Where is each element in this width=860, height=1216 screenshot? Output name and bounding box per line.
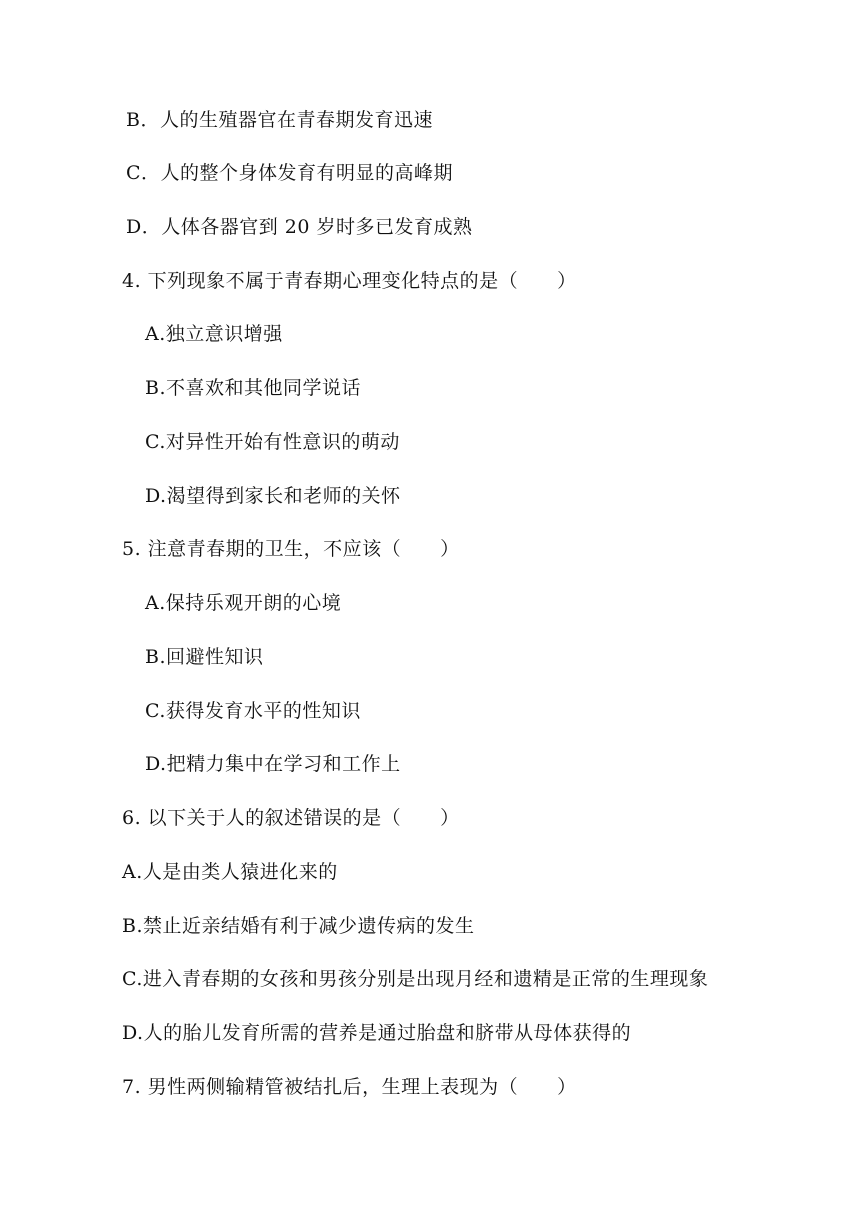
q6-option-d: D.人的胎儿发育所需的营养是通过胎盘和脐带从母体获得的 xyxy=(122,1022,632,1044)
question-6-stem: 6. 以下关于人的叙述错误的是（ ） xyxy=(122,807,460,829)
q4-option-d: D.渴望得到家长和老师的关怀 xyxy=(145,485,401,507)
q5-option-d: D.把精力集中在学习和工作上 xyxy=(145,753,401,775)
q3-option-b: B．人的生殖器官在青春期发育迅速 xyxy=(126,109,433,131)
q6-option-c: C.进入青春期的女孩和男孩分别是出现月经和遗精是正常的生理现象 xyxy=(122,968,709,990)
q5-option-a: A.保持乐观开朗的心境 xyxy=(145,592,342,614)
q4-option-b: B.不喜欢和其他同学说话 xyxy=(145,377,362,399)
q3-option-d: D．人体各器官到 20 岁时多已发育成熟 xyxy=(126,216,473,238)
question-4-stem: 4. 下列现象不属于青春期心理变化特点的是（ ） xyxy=(122,270,577,292)
q4-option-a: A.独立意识增强 xyxy=(145,323,283,345)
q5-option-c: C.获得发育水平的性知识 xyxy=(145,700,361,722)
q6-option-b: B.禁止近亲结婚有利于减少遗传病的发生 xyxy=(122,915,475,937)
q4-option-c: C.对异性开始有性意识的萌动 xyxy=(145,431,400,453)
q5-option-b: B.回避性知识 xyxy=(145,646,264,668)
question-7-stem: 7. 男性两侧输精管被结扎后，生理上表现为（ ） xyxy=(122,1076,577,1098)
q6-option-a: A.人是由类人猿进化来的 xyxy=(122,861,338,883)
question-5-stem: 5. 注意青春期的卫生，不应该（ ） xyxy=(122,538,460,560)
q3-option-c: C．人的整个身体发育有明显的高峰期 xyxy=(126,162,454,184)
